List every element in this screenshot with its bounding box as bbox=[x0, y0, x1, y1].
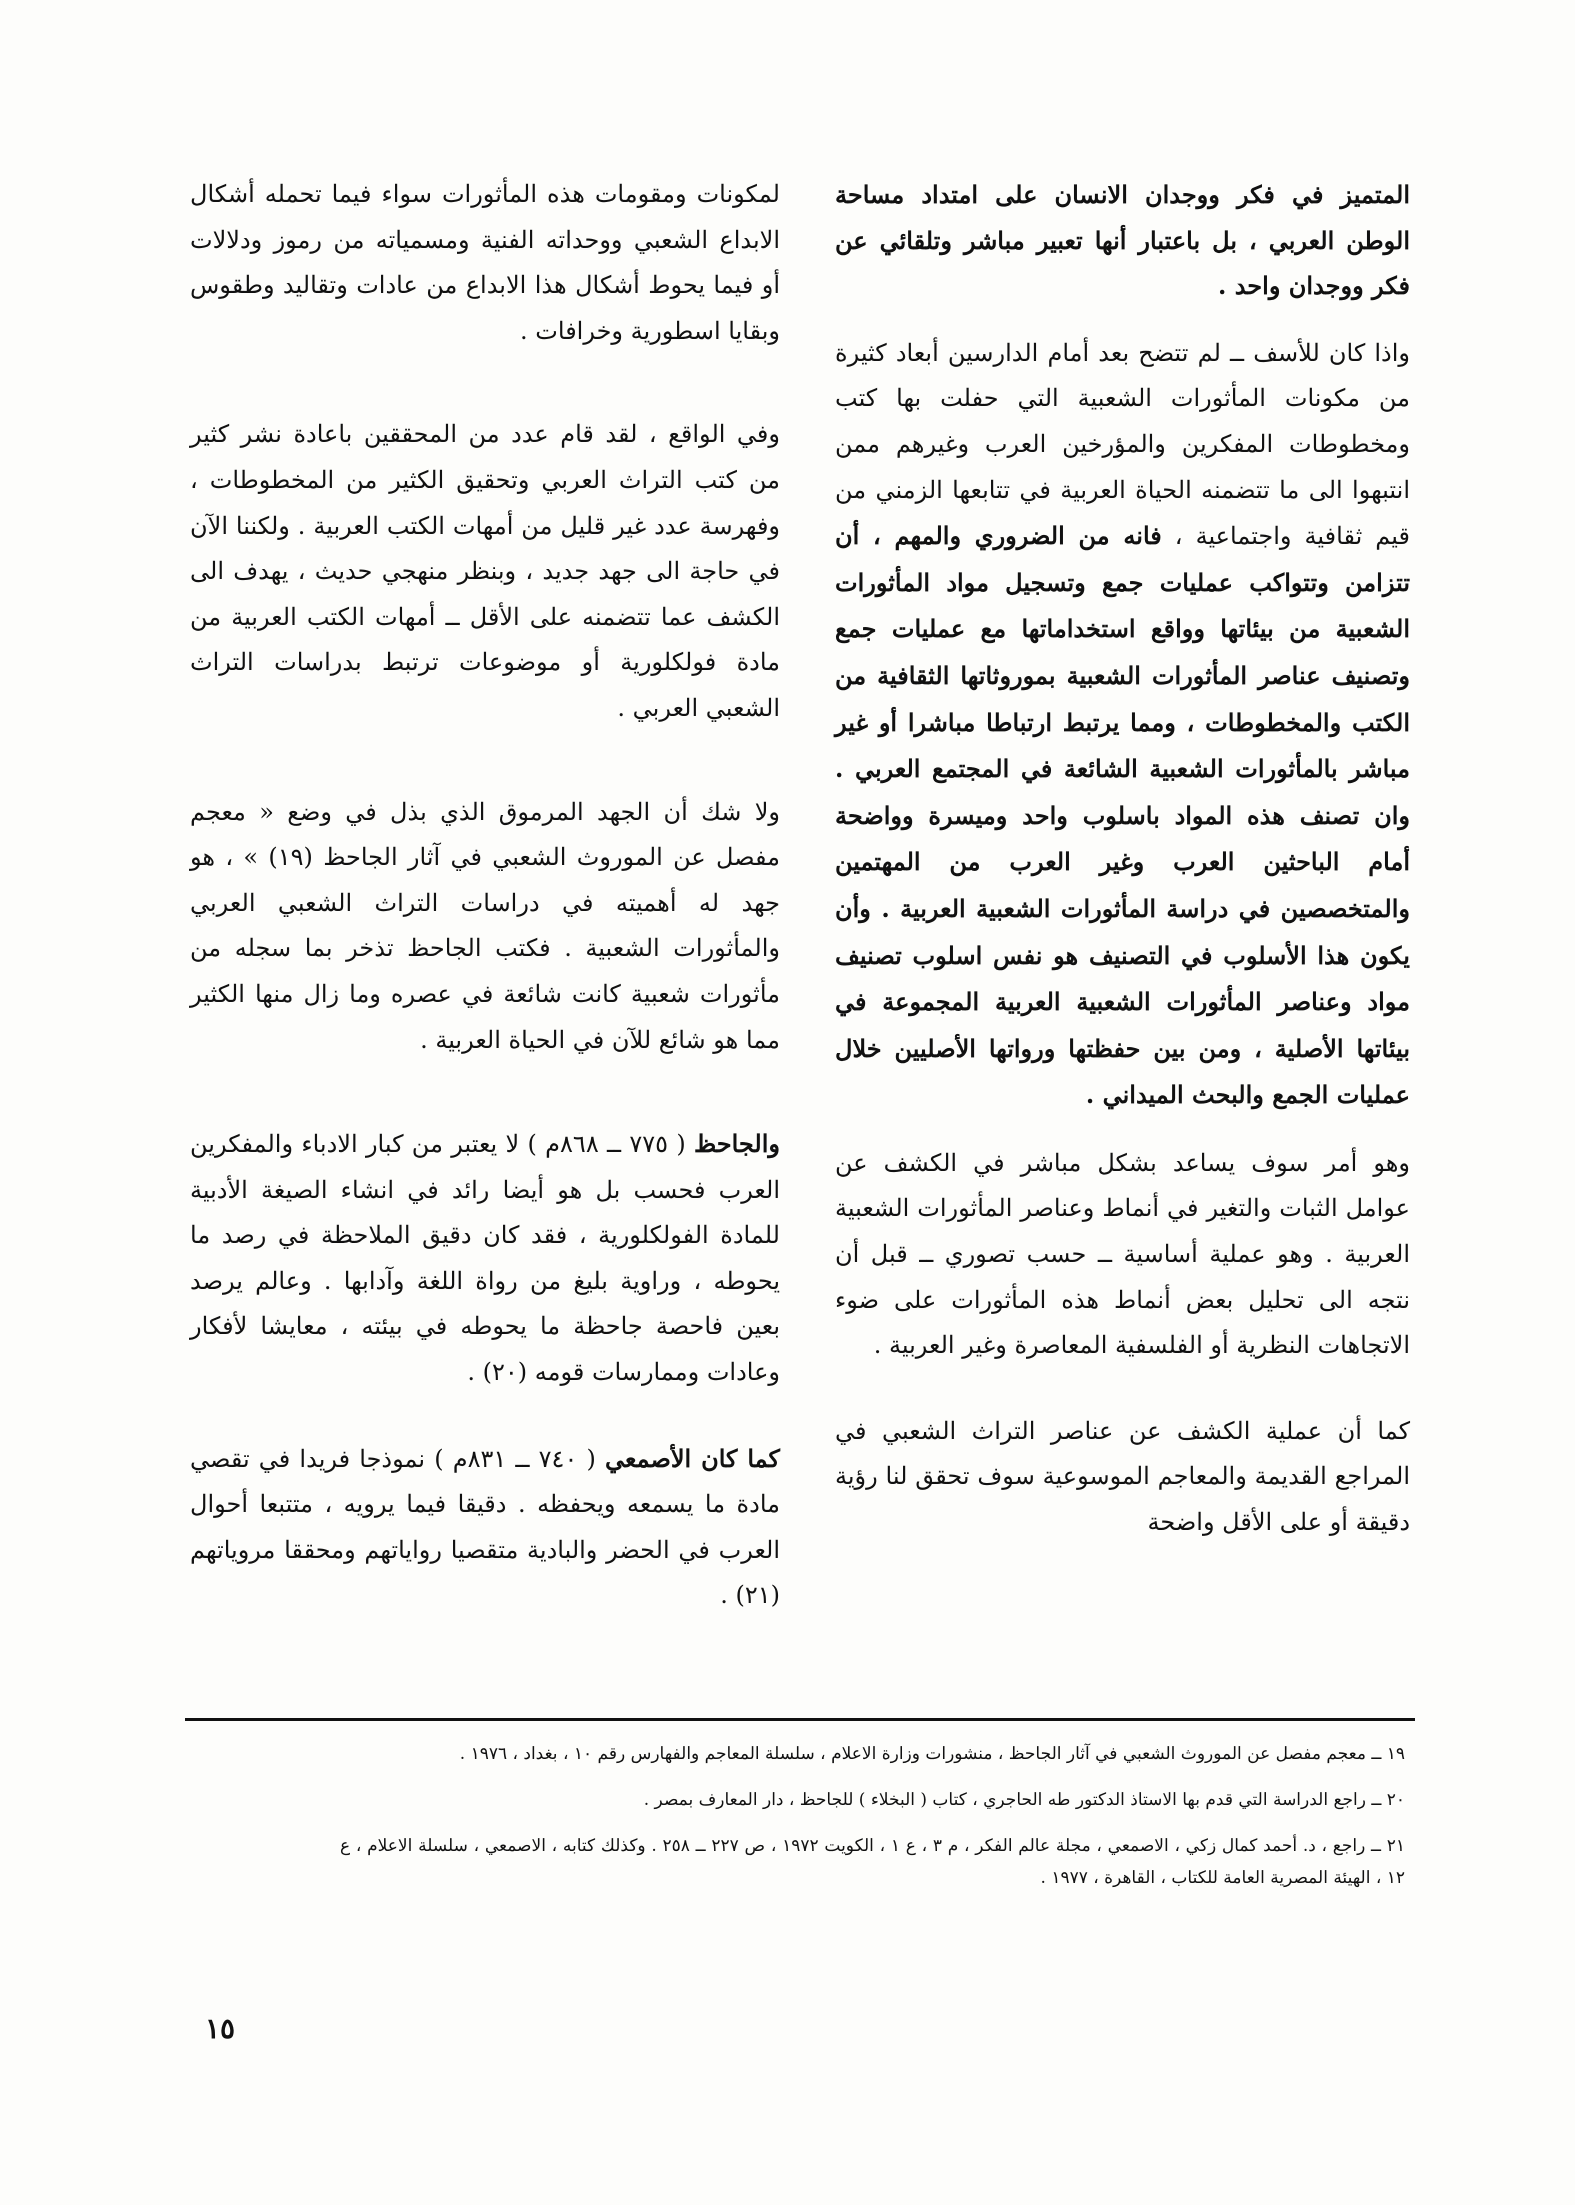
paragraph: وفي الواقع ، لقد قام عدد من المحققين باعادة نشر كثير من كتب التراث العربي وتحقيق الكثير من المخطوطات ، وفهرسة عدد غير قليل من أمهات الكتب العربية . ولكننا الآن في حاجة الى جهد جديد ، وبنظر منهجي حديث ، يهدف الى الكشف عما تتضمنه على الأقل ــ أمهات الكتب العربية من مادة فولكلورية أو موضوعات ترتبط بدراسات التراث الشعبي العربي . bbox=[190, 420, 780, 722]
paragraph: وهو أمر سوف يساعد بشكل مباشر في الكشف عن عوامل الثبات والتغير في أنماط وعناصر المأثورات الشعبية العربية . وهو عملية أساسية ــ حسب تصوري ــ قبل أن نتجه الى تحليل بعض أنماط هذه المأثورات على ضوء الاتجاهات النظرية أو الفلسفية المعاصرة وغير العربية . bbox=[835, 1148, 1410, 1360]
emphasized-text: فانه من الضروري والمهم ، أن تتزامن وتتواكب عمليات جمع وتسجيل مواد المأثورات الشعبية من بيئاتها وواقع استخداماتها مع عمليات جمع وتصنيف عناصر المأثورات الشعبية بموروثاتها الثقافية من الكتب والمخطوطات ، ومما يرتبط ارتباطا مباشرا أو غير مباشر بالمأثورات الشعبية الشائعة في المجتمع العربي . وان تصنف هذه المواد باسلوب واحد وميسرة وواضحة أمام الباحثين العرب وغير العرب من المهتمين والمتخصصين في دراسة المأثورات الشعبية العربية . وأن يكون هذا الأسلوب في التصنيف هو نفس اسلوب تصنيف مواد وعناصر المأثورات الشعبية العربية المجموعة في بيئاتها الأصلية ، ومن بين حفظتها ورواتها الأصليين خلال عمليات الجمع والبحث الميداني . bbox=[835, 521, 1410, 1110]
paragraph-text: واذا كان للأسف ــ لم تتضح بعد أمام الدارسين أبعاد كثيرة من مكونات المأثورات الشعبية التي حفلت بها كتب ومخطوطات المفكرين والمؤرخين العرب وغيرهم ممن انتبهوا الى ما تتضمنه الحياة العربية في تتابعها الزمني من قيم ثقافية واجتماعية ، bbox=[835, 338, 1410, 551]
paragraph bbox=[835, 331, 1410, 1119]
emphasized-text: كما كان الأصمعي bbox=[605, 1443, 780, 1473]
paragraph: كما أن عملية الكشف عن عناصر التراث الشعبي في المراجع القديمة والمعاجم الموسوعية سوف تحقق لنا رؤية دقيقة أو على الأقل واضحة bbox=[835, 1416, 1410, 1537]
paragraph: المتميز في فكر ووجدان الانسان على امتداد مساحة الوطن العربي ، بل باعتبار أنها تعبير مباشر وتلقائي عن فكر ووجدان واحد . bbox=[835, 180, 1410, 301]
paragraph bbox=[190, 1436, 780, 1619]
paragraph: لمكونات ومقومات هذه المأثورات سواء فيما تحمله أشكال الابداع الشعبي ووحداته الفنية ومسمياته من رموز ودلالات أو فيما يحوط أشكال هذا الابداع من عادات وتقاليد وطقوس وبقايا اسطورية وخرافات . bbox=[190, 180, 780, 345]
paragraph: ولا شك أن الجهد المرموق الذي بذل في وضع « معجم مفصل عن الموروث الشعبي في آثار الجاحظ (١٩) » ، هو جهد له أهميته في دراسات التراث الشعبي العربي والمأثورات الشعبية . فكتب الجاحظ تذخر بما سجله من مأثورات شعبية كانت شائعة في عصره وما زال منها الكثير مما هو شائع للآن في الحياة العربية . bbox=[190, 797, 780, 1054]
footnote: ٢٠ ــ راجع الدراسة التي قدم بها الاستاذ الدكتور طه الحاجري ، كتاب ( البخلاء ) للجاحظ ، دار المعارف بمصر . bbox=[643, 1790, 1405, 1810]
right-column bbox=[835, 172, 1410, 1546]
paragraph-text: ( ٧٤٠ ــ ٨٣١م ) نموذجا فريدا في تقصي مادة ما يسمعه ويحفظه . دقيقا فيما يرويه ، متتبعا أحوال العرب في الحضر والبادية متقصيا رواياتهم ومحققا مروياتهم (٢١) . bbox=[190, 1444, 780, 1610]
left-column bbox=[190, 172, 780, 1619]
footnote-divider bbox=[185, 1718, 1415, 1721]
paragraph bbox=[190, 1121, 780, 1396]
emphasized-text: والجاحظ bbox=[694, 1129, 780, 1159]
footnote: ٢١ ــ راجع ، د. أحمد كمال زكي ، الاصمعي ، مجلة عالم الفكر ، م ٣ ، ع ١ ، الكويت ١٩٧٢ ، ص ٢٢٧ ــ ٢٥٨ . وكذلك كتابه ، الاصمعي ، سلسلة الاعلام ، ع ١٢ ، الهيئة المصرية العامة للكتاب ، القاهرة ، ١٩٧٧ . bbox=[340, 1836, 1405, 1888]
page-number: ١٥ bbox=[205, 2012, 236, 2045]
footnote: ١٩ ــ معجم مفصل عن الموروث الشعبي في آثار الجاحظ ، منشورات وزارة الاعلام ، سلسلة المعاجم والفهارس رقم ١٠ ، بغداد ، ١٩٧٦ . bbox=[459, 1744, 1405, 1764]
footnotes bbox=[340, 1738, 1405, 1908]
paragraph-text: ( ٧٧٥ ــ ٨٦٨م ) لا يعتبر من كبار الادباء والمفكرين العرب فحسب بل هو أيضا رائد في انشاء الصيغة الأدبية للمادة الفولكلورية ، فقد كان دقيق الملاحظة في رصد ما يحوطه ، وراوية بليغ من رواة اللغة وآدابها . وعالم يرصد بعين فاحصة جاحظة ما يحوطه في بيئته ، معايشا لأفكار وعادات وممارسات قومه (٢٠) . bbox=[190, 1130, 780, 1387]
